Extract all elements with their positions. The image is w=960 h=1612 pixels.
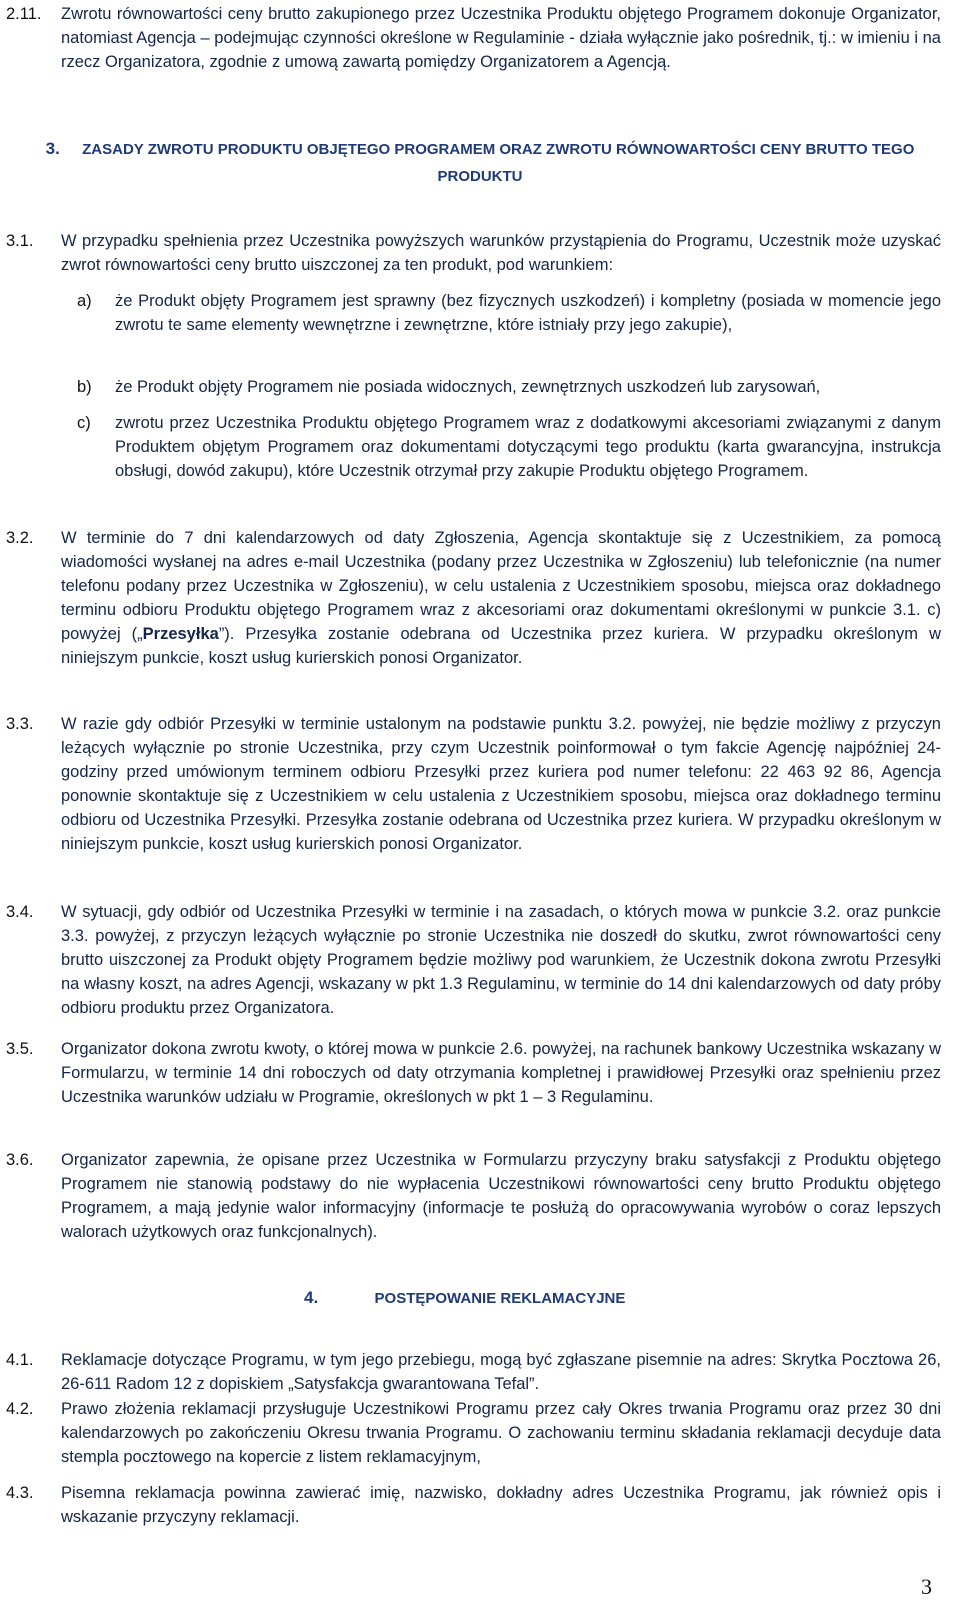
paragraph-text: Pisemna reklamacja powinna zawierać imię, nazwisko, dokładny adres Uczestnika Programu, jak również opis i wskazanie przyczyny reklamacji. [61,1484,941,1526]
paragraph-number: 3.6. [6,1151,34,1169]
page-number: 3 [921,1574,932,1599]
paragraph-3-6 [6,1148,941,1244]
paragraph-text: Zwrotu równowartości ceny brutto zakupionego przez Uczestnika Produktu objętego Programem dokonuje Organizator, natomiast Agencja – podejmując czynności określone w Regulaminie - działa wyłącznie jako pośrednik, tj.: w imieniu i na rzecz Organizatora, zgodnie z umową zawartą pomiędzy Organizatorem a Agencją. [61,5,941,71]
paragraph-text [61,526,941,670]
paragraph-2-11 [6,2,941,74]
text-before: W terminie do 7 dni kalendarzowych od daty Zgłoszenia, Agencja skontaktuje się z Uczestnikiem, za pomocą wiadomości wysłanej na adres e-mail Uczestnika (podany przez Uczestnika w Zgłoszeniu) lub telefonicznie (na numer telefonu podany przez Uczestnika w Zgłoszeniu), w celu ustalenia z Uczestnikiem sposobu, miejsca oraz dokładnego terminu odbioru Produktu objętego Programem wraz z akcesoriami oraz dokumentami określonymi w punkcie 3.1. c) powyżej („ [61,529,941,643]
condition-b [77,375,941,399]
paragraph-number: 4.1. [6,1351,34,1369]
paragraph-4-1 [6,1348,941,1396]
paragraph-number: 3.1. [6,232,34,250]
paragraph-text: Organizator dokona zwrotu kwoty, o której mowa w punkcie 2.6. powyżej, na rachunek bankowy Uczestnika wskazany w Formularzu, w terminie 14 dni roboczych od daty otrzymania kompletnej i prawidłowej Przesyłki oraz spełnieniu przez Uczestnika warunków udziału w Programie, określonych w pkt 1 – 3 Regulaminu. [61,1040,941,1106]
section-3-heading [0,137,960,162]
section-number: 4. [304,1288,319,1307]
section-title-line1: ZASADY ZWROTU PRODUKTU OBJĘTEGO PROGRAMEM ORAZ ZWROTU RÓWNOWARTOŚCI CENY BRUTTO TEGO [82,141,915,158]
section-4-heading [304,1286,704,1311]
paragraph-text: W razie gdy odbiór Przesyłki w terminie ustalonym na podstawie punktu 3.2. powyżej, nie będzie możliwy z przyczyn leżących wyłącznie po stronie Uczestnika, przy czym Uczestnik poinformował o tym fakcie Agencję najpóźniej 24-godziny przed umówionym terminem odbioru Przesyłki przez kuriera pod numer telefonu: 22 463 92 86, Agencja ponownie skontaktuje się z Uczestnikiem w celu ustalenia z Uczestnikiem sposobu, miejsca oraz dokładnego terminu odbioru od Uczestnika Przesyłki. Przesyłka zostanie odebrana od Uczestnika przez kuriera. W przypadku określonym w niniejszym punkcie, koszt usług kurierskich ponosi Organizator. [61,715,941,853]
paragraph-3-3 [6,712,941,856]
list-letter: c) [77,414,91,432]
paragraph-number: 4.2. [6,1400,34,1418]
paragraph-text: Reklamacje dotyczące Programu, w tym jego przebiegu, mogą być zgłaszane pisemnie na adres: Skrytka Pocztowa 26, 26-611 Radom 12 z dopiskiem „Satysfakcja gwarantowana Tefal”. [61,1351,941,1393]
list-letter: a) [77,292,92,310]
condition-a [77,289,941,337]
defined-term: Przesyłka [142,625,219,643]
paragraph-text: W przypadku spełnienia przez Uczestnika powyższych warunków przystąpienia do Programu, Uczestnik może uzyskać zwrot równowartości ceny brutto uiszczonej za ten produkt, pod warunkiem: [61,232,941,274]
paragraph-number: 4.3. [6,1484,34,1502]
section-number: 3. [45,139,60,158]
list-item-text: zwrotu przez Uczestnika Produktu objętego Programem wraz z dodatkowymi akcesoriami związanymi z danym Produktem objętym Programem oraz dokumentami dotyczącymi tego produktu (karta gwarancyjna, instrukcja obsługi, dowód zakupu), które Uczestnik otrzymał przy zakupie Produktu objętego Programem. [115,414,941,480]
condition-c [77,411,941,483]
paragraph-number: 3.4. [6,903,34,921]
paragraph-number: 2.11. [6,5,42,23]
section-3-heading-cont [0,165,960,189]
paragraph-3-2 [6,526,941,670]
list-letter: b) [77,378,92,396]
paragraph-3-1 [6,229,941,277]
text-after: ”). Przesyłka zostanie odebrana od Uczestnika przez kuriera. W przypadku określonym w niniejszym punkcie, koszt usług kurierskich ponosi Organizator. [61,625,941,667]
paragraph-number: 3.5. [6,1040,34,1058]
list-item-text: że Produkt objęty Programem nie posiada widocznych, zewnętrznych uszkodzeń lub zarysowań, [115,378,821,396]
list-item-text: że Produkt objęty Programem jest sprawny (bez fizycznych uszkodzeń) i kompletny (posiada w momencie jego zwrotu te same elementy wewnętrzne i zewnętrzne, które istniały przy jego zakupie), [115,292,941,334]
paragraph-4-2 [6,1397,941,1469]
paragraph-number: 3.3. [6,715,34,733]
paragraph-number: 3.2. [6,529,34,547]
paragraph-3-4 [6,900,941,1020]
paragraph-text: W sytuacji, gdy odbiór od Uczestnika Przesyłki w terminie i na zasadach, o których mowa w punkcie 3.2. oraz punkcie 3.3. powyżej, z przyczyn leżących wyłącznie po stronie Uczestnika nie doszedł do skutku, zwrot równowartości ceny brutto uiszczonej za Produkt objęty Programem będzie możliwy pod warunkiem, że Uczestnik dokona zwrotu Przesyłki na własny koszt, na adres Agencji, wskazany w pkt 1.3 Regulaminu, w terminie do 14 dni kalendarzowych od daty próby odbioru produktu przez Organizatora. [61,903,941,1017]
section-title-line2: PRODUKTU [437,168,523,185]
section-title: POSTĘPOWANIE REKLAMACYJNE [374,1290,626,1307]
paragraph-3-5 [6,1037,941,1109]
paragraph-text: Prawo złożenia reklamacji przysługuje Uczestnikowi Programu przez cały Okres trwania Programu oraz przez 30 dni kalendarzowych po zakończeniu Okresu trwania Programu. O zachowaniu terminu składania reklamacji decyduje data stempla pocztowego na kopercie z listem reklamacyjnym, [61,1400,941,1466]
paragraph-4-3 [6,1481,941,1529]
paragraph-text: Organizator zapewnia, że opisane przez Uczestnika w Formularzu przyczyny braku satysfakcji z Produktu objętego Programem nie stanowią podstawy do nie wypłacenia Uczestnikowi równowartości ceny brutto Produktu objętego Programem, a mają jedynie walor informacyjny (informacje te posłużą do opracowywania wyrobów o coraz lepszych walorach użytkowych oraz funkcjonalnych). [61,1151,941,1241]
